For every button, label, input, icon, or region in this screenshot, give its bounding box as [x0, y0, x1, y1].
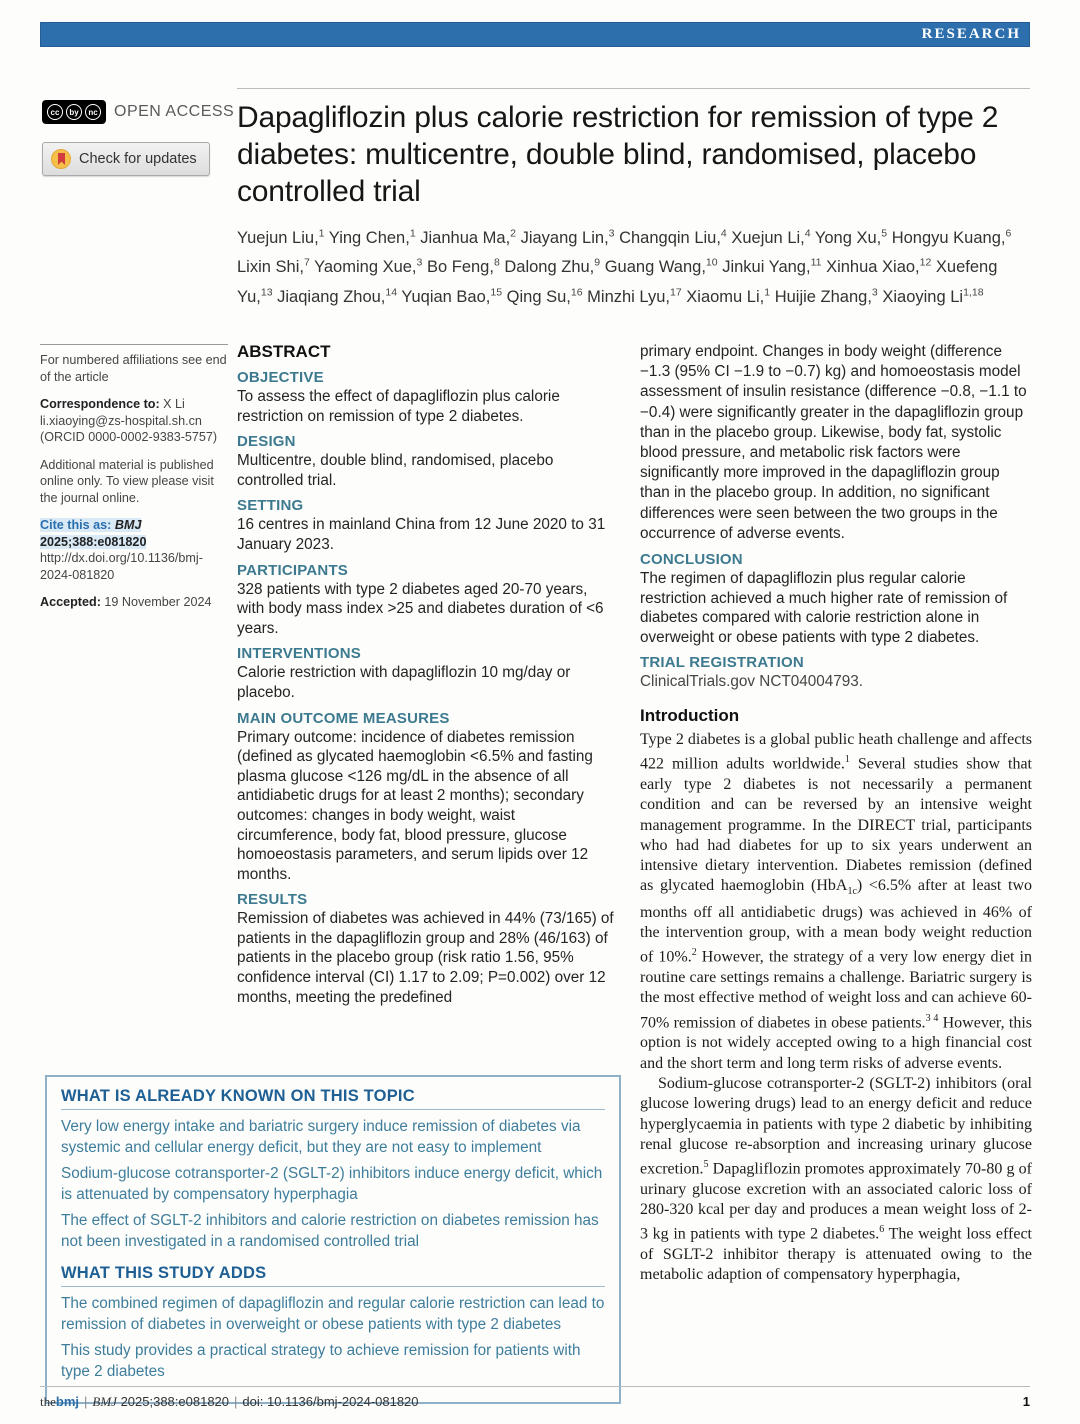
- key-message-item: Sodium-glucose cotransporter-2 (SGLT-2) inhibitors induce energy deficit, which is attenuated by compensatory hyperphagia: [61, 1165, 603, 1203]
- reference-superscript[interactable]: 3 4: [925, 1012, 939, 1024]
- author: Qing Su,$^{16}$: [506, 286, 583, 306]
- author: Yong Xu,$^5$: [814, 227, 888, 247]
- footer-citation-ref: 2025;388:e081820: [116, 1394, 230, 1409]
- author: Minzhi Lyu,$^{17}$: [587, 286, 682, 306]
- research-banner-label: RESEARCH: [921, 26, 1021, 42]
- author: Xiaomu Li,$^1$: [686, 286, 771, 306]
- author: Jianhua Ma,$^2$: [420, 227, 516, 247]
- additional-material-note: Additional material is published online only. To view please visit the journal online.: [40, 457, 214, 505]
- author: Xiaoying Li$^{1,18}$: [882, 286, 984, 306]
- abstract-section-label: PARTICIPANTS: [237, 561, 349, 579]
- footer-separator-1: |: [84, 1394, 88, 1409]
- what-is-known-heading: WHAT IS ALREADY KNOWN ON THIS TOPIC: [61, 1087, 605, 1110]
- author: Dalong Zhu,$^9$: [504, 256, 601, 276]
- doi-link[interactable]: http://dx.doi.org/10.1136/bmj-2024-081820: [40, 551, 203, 582]
- introduction-paragraph-2: Sodium-glucose cotransporter-2 (SGLT-2) inhibitors (oral glucose lowering drugs) lead to an energy deficit and reduce hyperglycaemia in patients with type 2 diabetic by inhibiting renal glucose re-absorption and increasing urinary glucose excretion.$^5$ Dapagliflozin promotes approximately 70-80 g of urinary glucose excretion with an associated caloric loss of 280-320 kcal per day and produces a mean weight loss of 2-3 kg in patients with type 2 diabetes.$^6$ The weight loss effect of SGLT-2 inhibitor therapy is attenuated owing to the metabolic adaption of compensatory hyperphagia,: [640, 1074, 1032, 1284]
- abstract-section-label: OBJECTIVE: [237, 369, 324, 386]
- author: Yuejun Liu,$^1$: [237, 227, 325, 247]
- cite-journal: BMJ: [114, 518, 142, 532]
- key-message-item: The effect of SGLT-2 inhibitors and calorie restriction on diabetes remission has not been investigated in a randomised controlled trial: [61, 1212, 599, 1250]
- key-messages-box: [45, 1075, 621, 1404]
- cite-ref: 2025;388:e081820: [40, 534, 147, 549]
- abstract-section-label: MAIN OUTCOME MEASURES: [237, 709, 450, 727]
- author: Yuqian Bao,$^{15}$: [401, 286, 503, 306]
- cite-line: [40, 518, 146, 549]
- conclusion-heading: CONCLUSION: [640, 551, 743, 569]
- check-for-updates-label: Check for updates: [79, 151, 197, 167]
- author: Jiayang Lin,$^3$: [520, 227, 615, 247]
- accepted-label: Accepted:: [40, 595, 105, 609]
- footer-separator-2: |: [234, 1394, 238, 1409]
- open-access-badge[interactable]: [42, 100, 234, 124]
- introduction-paragraph-1: Type 2 diabetes is a global public heath challenge and affects 422 million adults worldwide.$^1$ Several studies show that early type 2 diabetes is not necessarily a permanent condition and can be reversed by an intensive weight management programme. In the DIRECT trial, participants who had had diabetes for up to six years underwent an intensive dietary intervention. Diabetes remission (defined as glycated haemoglobin (HbA$_{1c}$) <6.5% after at least two months off all antidiabetic drugs) was achieved in 46% of the intervention group, with a mean body weight reduction of 10%.$^2$ However, the strategy of a very low energy diet in routine care settings remains a challenge. Bariatric surgery is the most effective method of weight loss and can achieve 60-70% remission of diabetes in obese patients.$^{3 4}$ However, this option is not widely accepted owing to a high financial cost and the short term and long term risks of adverse events.: [640, 731, 1033, 1072]
- article-title: Dapagliflozin plus calorie restriction for remission of type 2 diabetes: multicentre, double blind, randomised, placebo controlled trial: [237, 101, 999, 208]
- key-message-item: Very low energy intake and bariatric surgery induce remission of diabetes via systemic and cellular energy deficit, but they are not easy to implement: [61, 1118, 581, 1156]
- reference-superscript[interactable]: 5: [703, 1159, 709, 1171]
- cc-by-icon: by: [66, 104, 82, 120]
- author: Changqin Liu,$^4$: [619, 227, 727, 247]
- abstract-section-text: 328 patients with type 2 diabetes aged 20-70 years, with body mass index >25 and diabetes duration of <6 years.: [237, 580, 604, 637]
- author: Jinkui Yang,$^{11}$: [722, 256, 822, 276]
- abstract-section-text: 16 centres in mainland China from 12 June 2020 to 31 January 2023.: [237, 516, 606, 553]
- conclusion-text: The regimen of dapagliflozin plus regular calorie restriction achieved a much higher rate of remission of diabetes compared with calorie restriction alone in overweight or obese patients with type 2 diabetes.: [640, 570, 1008, 646]
- abstract-section-text: Primary outcome: incidence of diabetes remission (defined as glycated haemoglobin <6.5% and fasting plasma glucose <126 mg/dL in the absence of all antidiabetic drugs for at least 2 months); secondary outcomes: changes in body weight, waist circumference, body fat, blood pressure, glucose homoeostasis parameters, and serum lipids over 12 months.: [237, 728, 593, 883]
- author: Yaoming Xue,$^3$: [314, 256, 423, 276]
- accepted-date: 19 November 2024: [104, 595, 212, 609]
- page-number: 1: [1022, 1394, 1030, 1409]
- author: Xuefeng Yu,$^{13}$: [237, 258, 998, 306]
- results-continuation: primary endpoint. Changes in body weight (difference −1.3 (95% CI −1.9 to −0.7) kg) and homoeostasis model assessment of insulin resistance (difference −0.8, −1.1 to −0.4) were significantly greater in the dapagliflozin group than in the placebo group. Likewise, body fat, systolic blood pressure, and metabolic risk factors were significantly more improved in the dapagliflozin group than in the placebo group. In addition, no significant differences were seen between the two groups in the occurrence of adverse events.: [640, 343, 1027, 542]
- right-column: [640, 342, 1032, 1286]
- abstract-section-text: To assess the effect of dapagliflozin plus calorie restriction on remission of type 2 diabetes.: [237, 388, 560, 425]
- author: Huijie Zhang,$^3$: [774, 286, 878, 306]
- correspondence-label: Correspondence to:: [40, 397, 164, 411]
- trial-registration-text: [640, 672, 1032, 692]
- what-is-known-items: [61, 1117, 605, 1252]
- cc-license-icon: [42, 100, 106, 124]
- check-for-updates-button[interactable]: [42, 142, 210, 176]
- author: Jiaqiang Zhou,$^{14}$: [277, 286, 398, 306]
- abstract-section-label: RESULTS: [237, 891, 308, 909]
- author: Xinhua Xiao,$^{12}$: [826, 256, 932, 276]
- abstract-section-text: Multicentre, double blind, randomised, placebo controlled trial.: [237, 452, 554, 489]
- author: Lixin Shi,$^7$: [237, 256, 310, 276]
- correspondence-block: [40, 396, 228, 446]
- bmj-logo: bmj: [55, 1394, 80, 1409]
- abstract-section-text: Remission of diabetes was achieved in 44% (73/165) of patients in the dapagliflozin group and 28% (46/163) of patients in the placebo group (risk ratio 1.56, 95% confidence interval (CI) 1.17 to 2.09; P=0.002) over 12 months, meeting the predefined: [237, 910, 614, 1006]
- introduction-heading: Introduction: [640, 706, 740, 725]
- abstract-heading: ABSTRACT: [237, 342, 331, 361]
- title-divider: [237, 88, 1030, 89]
- affiliations-note: For numbered affiliations see end of the article: [40, 353, 227, 384]
- author: Guang Wang,$^{10}$: [604, 256, 718, 276]
- abstract-section-text: Calorie restriction with dapagliflozin 10 mg/day or placebo.: [237, 664, 571, 701]
- footer-journal: BMJ: [92, 1394, 117, 1409]
- page-footer: [40, 1394, 1030, 1410]
- cite-label: Cite this as:: [40, 518, 115, 532]
- reference-superscript[interactable]: 6: [879, 1224, 885, 1236]
- citation-block: [40, 517, 228, 583]
- subscript-text: 1c: [847, 886, 857, 898]
- footer-citation: [40, 1394, 419, 1410]
- correspondence-orcid: (ORCID 0000-0002-9383-5757): [40, 430, 218, 444]
- reference-superscript[interactable]: 1: [844, 754, 850, 766]
- key-message-item: This study provides a practical strategy to achieve remission for patients with type 2 diabetes: [61, 1342, 581, 1380]
- trial-registration-heading: TRIAL REGISTRATION: [640, 654, 804, 672]
- correspondence-email-link[interactable]: li.xiaoying@zs-hospital.sh.cn: [40, 413, 202, 428]
- footer-doi: doi: 10.1136/bmj-2024-081820: [242, 1394, 419, 1409]
- trial-registration-link[interactable]: ClinicalTrials.gov NCT04004793.: [640, 673, 864, 691]
- footer-divider: [40, 1386, 1030, 1387]
- author: Xuejun Li,$^4$: [731, 227, 811, 247]
- reference-superscript[interactable]: 2: [691, 947, 697, 959]
- cc-icon: cc: [47, 104, 63, 120]
- author: Hongyu Kuang,$^6$: [891, 227, 1012, 247]
- what-this-adds-heading: WHAT THIS STUDY ADDS: [61, 1264, 605, 1287]
- accepted-block: [40, 594, 228, 611]
- abstract-section-label: INTERVENTIONS: [237, 645, 362, 663]
- crossmark-icon: [51, 149, 71, 169]
- author-list: [237, 221, 1025, 310]
- open-access-label: OPEN ACCESS: [114, 103, 235, 120]
- abstract-sections: [237, 369, 618, 1007]
- author: Bo Feng,$^8$: [426, 256, 500, 276]
- research-banner: [40, 22, 1030, 47]
- article-info-sidebar: [40, 344, 228, 622]
- abstract-section-label: DESIGN: [237, 433, 296, 451]
- abstract-column: [237, 342, 618, 1007]
- abstract-section-label: SETTING: [237, 497, 304, 515]
- author: Ying Chen,$^1$: [328, 227, 416, 247]
- bmj-logo-the: the: [40, 1394, 56, 1409]
- what-this-adds-items: [61, 1294, 605, 1382]
- cc-nc-icon: nc: [85, 104, 101, 120]
- correspondence-name: X Li: [163, 397, 185, 411]
- key-message-item: The combined regimen of dapagliflozin and regular calorie restriction can lead to remission of diabetes in overweight or obese patients with type 2 diabetes: [61, 1295, 605, 1333]
